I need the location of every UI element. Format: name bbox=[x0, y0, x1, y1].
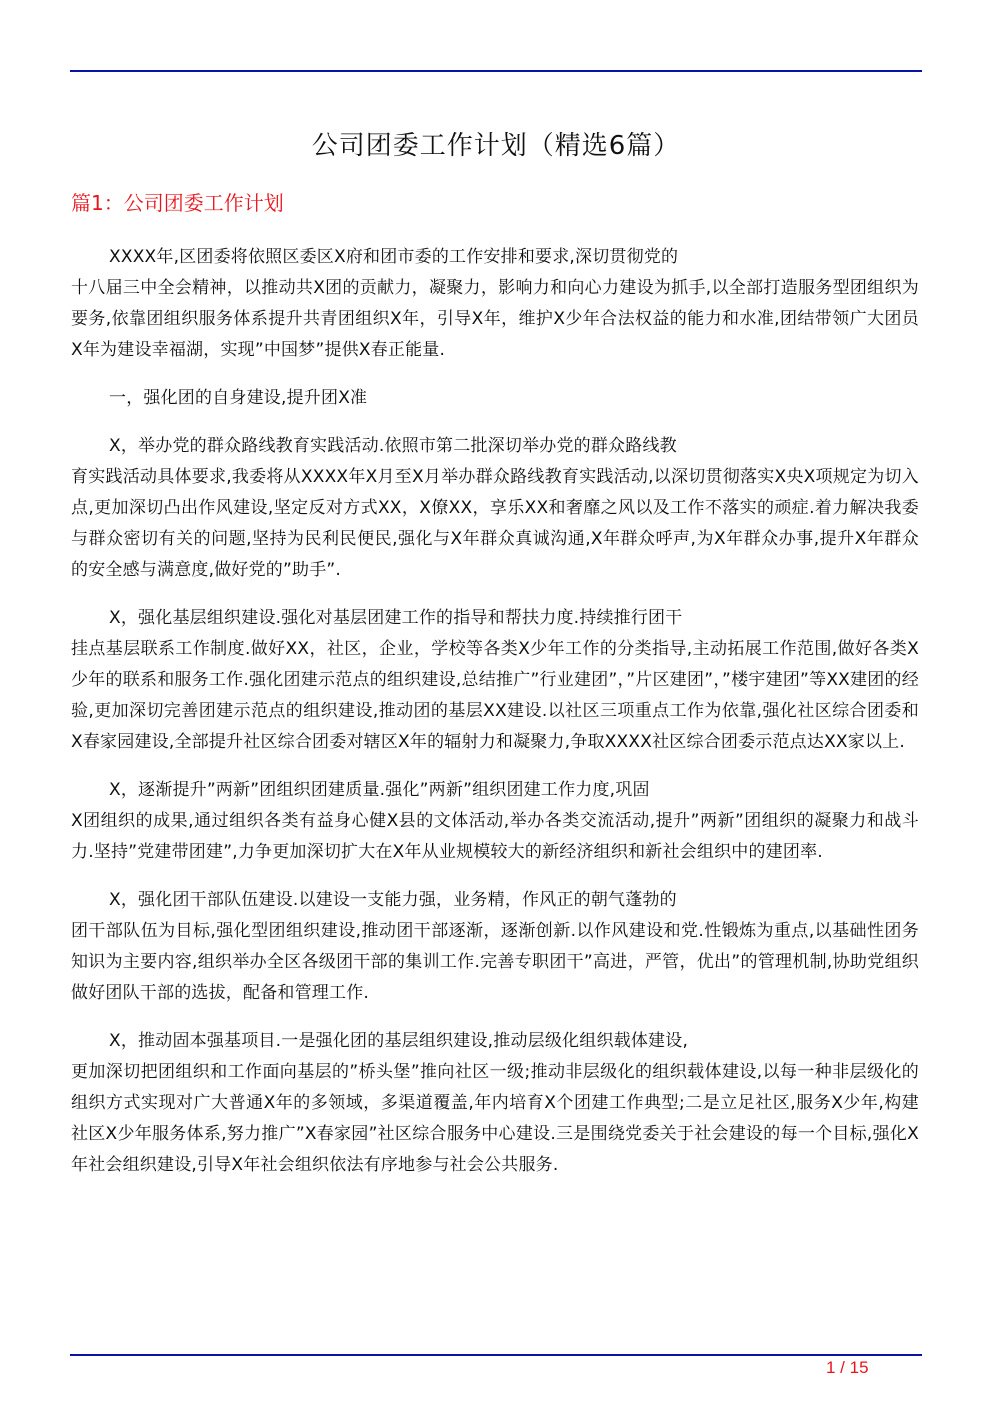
paragraph-first-line: X，强化基层组织建设.强化对基层团建工作的指导和帮扶力度.持续推行团干 bbox=[109, 608, 683, 628]
paragraph-item bbox=[71, 1026, 919, 1181]
paragraph-item bbox=[71, 885, 919, 1009]
paragraph-first-line: XXXX年,区团委将依照区委区X府和团市委的工作安排和要求,深切贯彻党的 bbox=[109, 247, 679, 267]
header-rule bbox=[70, 70, 922, 72]
paragraph-item bbox=[71, 775, 919, 868]
paragraph-item bbox=[71, 431, 919, 586]
paragraph-intro bbox=[71, 242, 919, 366]
paragraph-text: 育实践活动具体要求,我委将从XXXX年X月至X月举办群众路线教育实践活动,以深切贯彻落实X央X项规定为切入点,更加深切凸出作风建设,坚定反对方式XX，X僚XX，享乐XX和奢靡之风以及工作不落实的顽症.着力解决我委与群众密切有关的问题,坚持为民利民便民,强化与X年群众真诚沟通,X年群众呼声,为X年群众办事,提升X年群众的安全感与满意度,做好党的”助手”. bbox=[71, 467, 919, 580]
paragraph-text: 挂点基层联系工作制度.做好XX，社区，企业，学校等各类X少年工作的分类指导,主动拓展工作范围,做好各类X少年的联系和服务工作.强化团建示范点的组织建设,总结推广”行业建团”，”片区建团”，”楼宇建团”等XX建团的经验,更加深切完善团建示范点的组织建设,推动团的基层XX建设.以社区三项重点工作为依靠,强化社区综合团委和X春家园建设,全部提升社区综合团委对辖区X年的辐射力和凝聚力,争取XXXX社区综合团委示范点达XX家以上. bbox=[71, 639, 919, 752]
paragraph-subheading bbox=[71, 383, 919, 414]
footer-rule bbox=[70, 1354, 922, 1356]
document-title: 公司团委工作计划（精选6篇） bbox=[311, 131, 681, 161]
paragraph-text: X团组织的成果,通过组织各类有益身心健X县的文体活动,举办各类交流活动,提升”两新”团组织的凝聚力和战斗力.坚持”党建带团建”,力争更加深切扩大在X年从业规模较大的新经济组织和新社会组织中的建团率. bbox=[71, 811, 919, 862]
document-body bbox=[71, 242, 919, 1198]
paragraph-first-line: X，举办党的群众路线教育实践活动.依照市第二批深切举办党的群众路线教 bbox=[109, 436, 677, 456]
paragraph-text: 更加深切把团组织和工作面向基层的”桥头堡”推向社区一级;推动非层级化的组织载体建设,以每一种非层级化的组织方式实现对广大普通X年的多领域，多渠道覆盖,年内培育X个团建工作典型;二是立足社区,服务X少年,构建社区X少年服务体系,努力推广”X春家园”社区综合服务中心建设.三是围绕党委关于社会建设的每一个目标,强化X年社会组织建设,引导X年社会组织依法有序地参与社会公共服务. bbox=[71, 1062, 919, 1175]
paragraph-first-line: X，强化团干部队伍建设.以建设一支能力强，业务精，作风正的朝气蓬勃的 bbox=[109, 890, 677, 910]
subheading-text: 一，强化团的自身建设,提升团X准 bbox=[109, 388, 368, 408]
page-number: 1 / 15 bbox=[826, 1358, 869, 1377]
paragraph-first-line: X，推动固本强基项目.一是强化团的基层组织建设,推动层级化组织载体建设, bbox=[109, 1031, 689, 1051]
paragraph-first-line: X，逐渐提升”两新”团组织团建质量.强化”两新”组织团建工作力度,巩固 bbox=[109, 780, 650, 800]
section-heading: 篇1：公司团委工作计划 bbox=[71, 191, 284, 215]
paragraph-item bbox=[71, 603, 919, 758]
paragraph-text: 团干部队伍为目标,强化型团组织建设,推动团干部逐渐，逐渐创新.以作风建设和党.性锻炼为重点,以基础性团务知识为主要内容,组织举办全区各级团干部的集训工作.完善专职团干”高进，严管，优出”的管理机制,协助党组织做好团队干部的选拔，配备和管理工作. bbox=[71, 921, 919, 1003]
paragraph-text: 十八届三中全会精神，以推动共X团的贡献力，凝聚力，影响力和向心力建设为抓手,以全部打造服务型团组织为要务,依靠团组织服务体系提升共青团组织X年，引导X年，维护X少年合法权益的能力和水准,团结带领广大团员X年为建设幸福湖，实现”中国梦”提供X春正能量. bbox=[71, 278, 919, 360]
